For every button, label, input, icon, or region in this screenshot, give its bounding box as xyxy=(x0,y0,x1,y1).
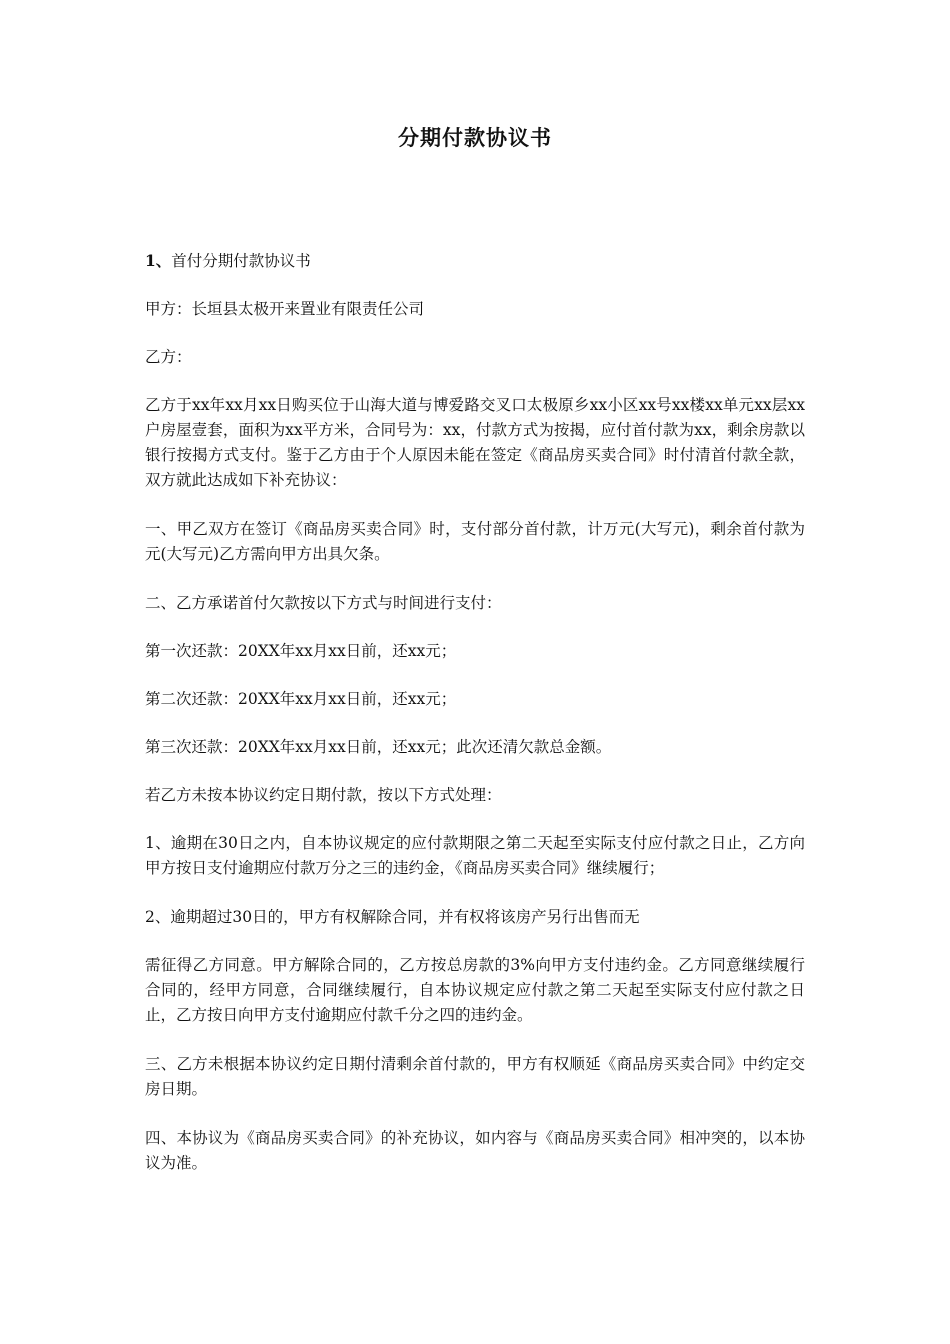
section-title: 首付分期付款协议书 xyxy=(171,252,311,270)
late-payment-intro: 若乙方未按本协议约定日期付款，按以下方式处理： xyxy=(145,786,502,804)
late-rule-two-continued: 需征得乙方同意。甲方解除合同的，乙方按总房款的3%向甲方支付违约金。乙方同意继续履行合同的，经甲方同意，合同继续履行，自本协议规定应付款之第二天起至实际支付应付款之日止，乙方按日向甲方支付逾期应付款千分之四的违约金。 xyxy=(145,956,805,1024)
payment-third: 第三次还款：20XX年xx月xx日前，还xx元；此次还清欠款总金额。 xyxy=(145,738,612,756)
late-rule-one: 1、逾期在30日之内，自本协议规定的应付款期限之第二天起至实际支付应付款之日止，乙方向甲方按日支付逾期应付款万分之三的违约金，《商品房买卖合同》继续履行； xyxy=(145,834,805,877)
clause-two: 二、乙方承诺首付欠款按以下方式与时间进行支付： xyxy=(145,594,502,612)
section-number: 1、 xyxy=(145,251,172,270)
payment-first: 第一次还款：20XX年xx月xx日前，还xx元； xyxy=(145,642,457,660)
party-a: 甲方：长垣县太极开来置业有限责任公司 xyxy=(145,300,425,318)
party-b: 乙方： xyxy=(145,348,192,366)
clause-three: 三、乙方未根据本协议约定日期付清剩余首付款的，甲方有权顺延《商品房买卖合同》中约定交房日期。 xyxy=(145,1055,805,1098)
section-heading xyxy=(145,248,805,274)
document-body xyxy=(145,248,805,1200)
payment-second: 第二次还款：20XX年xx月xx日前，还xx元； xyxy=(145,690,457,708)
purchase-statement: 乙方于xx年xx月xx日购买位于山海大道与博爱路交叉口太极原乡xx小区xx号xx楼xx单元xx层xx户房屋壹套，面积为xx平方米，合同号为：xx，付款方式为按揭，应付首付款为xx，剩余房款以银行按揭方式支付。鉴于乙方由于个人原因未能在签定《商品房买卖合同》时付清首付款全款，双方就此达成如下补充协议： xyxy=(145,396,805,489)
document-title: 分期付款协议书 xyxy=(398,125,552,150)
clause-four: 四、本协议为《商品房买卖合同》的补充协议，如内容与《商品房买卖合同》相冲突的，以本协议为准。 xyxy=(145,1129,805,1172)
clause-one: 一、甲乙双方在签订《商品房买卖合同》时，支付部分首付款，计万元(大写元)，剩余首付款为元(大写元)乙方需向甲方出具欠条。 xyxy=(145,520,805,563)
late-rule-two: 2、逾期超过30日的，甲方有权解除合同，并有权将该房产另行出售而无 xyxy=(145,908,640,926)
